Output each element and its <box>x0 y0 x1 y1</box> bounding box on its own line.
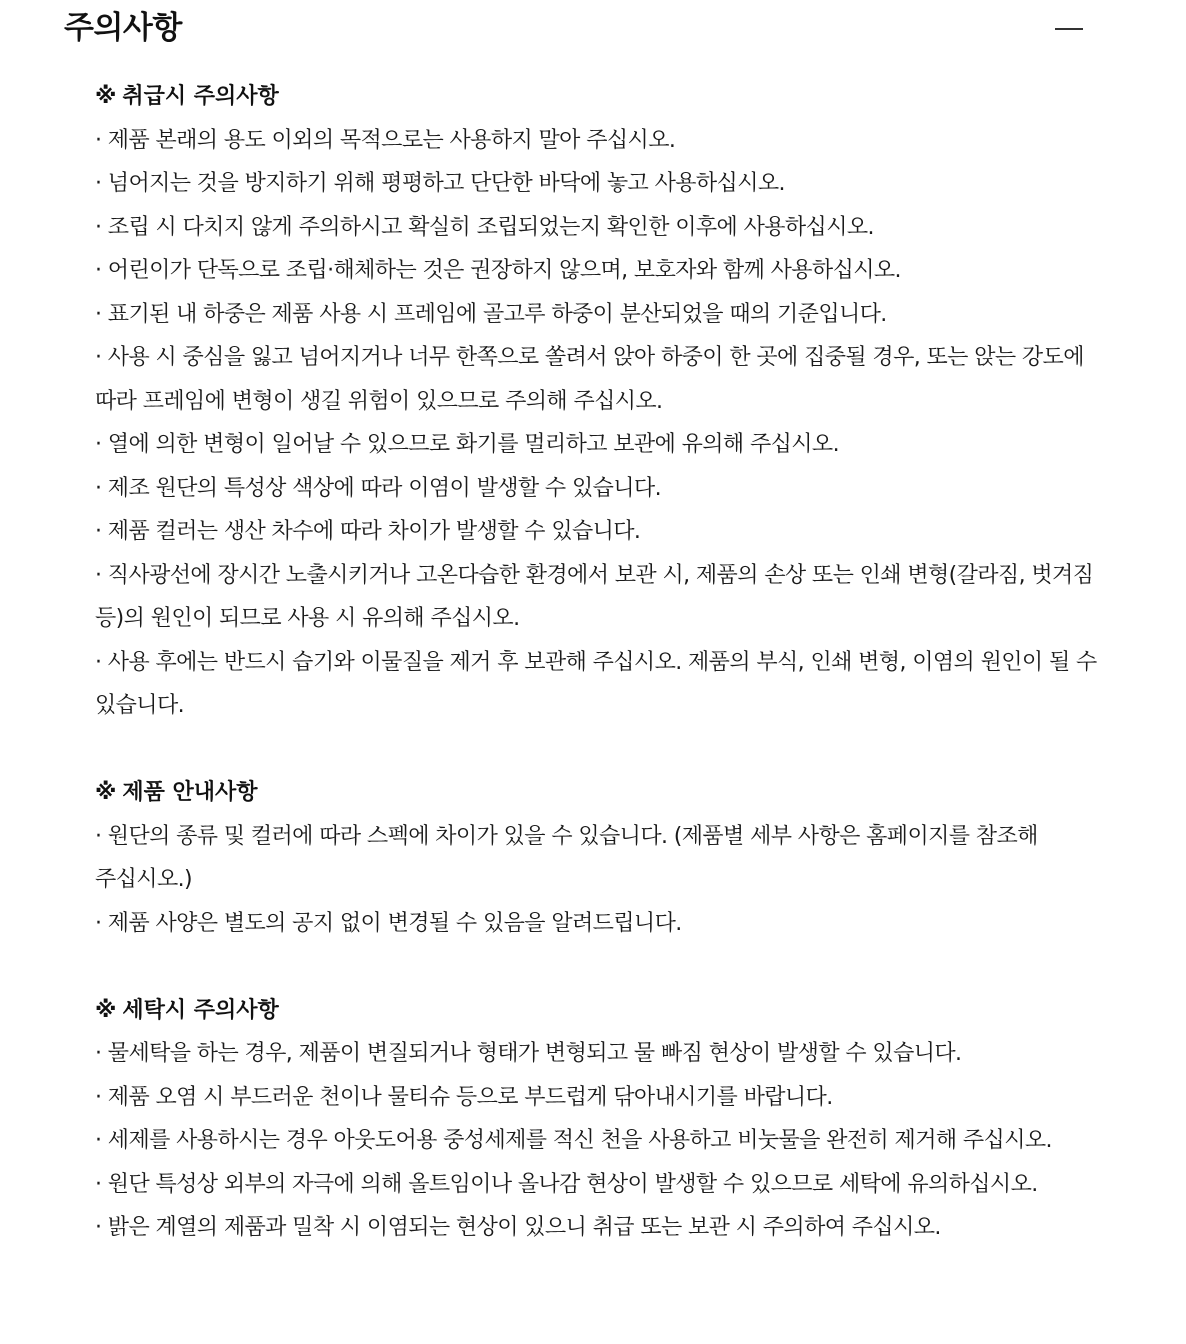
reference-mark: ※ <box>95 780 117 805</box>
collapse-button[interactable] <box>1048 10 1090 46</box>
list-item: · 원단의 종류 및 컬러에 따라 스펙에 차이가 있을 수 있습니다. (제품별 세부 사항은 홈페이지를 참조해 주십시오.) <box>95 823 1038 892</box>
section-heading-label: 취급시 주의사항 <box>122 84 279 109</box>
accordion-header[interactable] <box>0 0 1186 58</box>
panel-title: 주의사항 <box>64 10 182 46</box>
list-item: · 밝은 계열의 제품과 밀착 시 이염되는 현상이 있으니 취급 또는 보관 시 주의하여 주십시오. <box>95 1215 941 1240</box>
list-item: · 제품 본래의 용도 이외의 목적으로는 사용하지 말아 주십시오. <box>95 127 676 153</box>
list-item: · 직사광선에 장시간 노출시키거나 고온다습한 환경에서 보관 시, 제품의 손상 또는 인쇄 변형(갈라짐, 벗겨짐 등)의 원인이 되므로 사용 시 유의해 주십시오. <box>95 562 1094 631</box>
list-item: · 제조 원단의 특성상 색상에 따라 이염이 발생할 수 있습니다. <box>95 475 661 501</box>
minus-icon <box>1055 28 1083 30</box>
list-item: · 열에 의한 변형이 일어날 수 있으므로 화기를 멀리하고 보관에 유의해 주십시오. <box>95 432 839 457</box>
section-product-info <box>95 771 1125 945</box>
list-item: · 사용 후에는 반드시 습기와 이물질을 제거 후 보관해 주십시오. 제품의 부식, 인쇄 변형, 이염의 원인이 될 수 있습니다. <box>95 649 1097 718</box>
info-list <box>95 815 1125 946</box>
section-washing-precautions <box>95 989 1125 1250</box>
section-heading <box>95 75 1125 119</box>
list-item: · 넘어지는 것을 방지하기 위해 평평하고 단단한 바닥에 놓고 사용하십시오. <box>95 171 785 196</box>
list-item: · 표기된 내 하중은 제품 사용 시 프레임에 골고루 하중이 분산되었을 때의 기준입니다. <box>95 301 887 327</box>
list-item: · 세제를 사용하시는 경우 아웃도어용 중성세제를 적신 천을 사용하고 비눗물을 완전히 제거해 주십시오. <box>95 1128 1052 1153</box>
list-item: · 제품 오염 시 부드러운 천이나 물티슈 등으로 부드럽게 닦아내시기를 바랍니다. <box>95 1084 833 1110</box>
list-item: · 사용 시 중심을 잃고 넘어지거나 너무 한쪽으로 쏠려서 앉아 하중이 한 곳에 집중될 경우, 또는 앉는 강도에 따라 프레임에 변형이 생길 위험이 있으므로 주의해 주십시오. <box>95 345 1084 414</box>
reference-mark: ※ <box>95 84 117 109</box>
section-heading-label: 제품 안내사항 <box>122 780 258 805</box>
list-item: · 제품 사양은 별도의 공지 없이 변경될 수 있음을 알려드립니다. <box>95 910 682 936</box>
list-item: · 조립 시 다치지 않게 주의하시고 확실히 조립되었는지 확인한 이후에 사용하십시오. <box>95 214 874 240</box>
list-item: · 제품 컬러는 생산 차수에 따라 차이가 발생할 수 있습니다. <box>95 519 641 544</box>
precaution-list <box>95 119 1125 728</box>
list-item: · 물세탁을 하는 경우, 제품이 변질되거나 형태가 변형되고 물 빠짐 현상이 발생할 수 있습니다. <box>95 1041 962 1066</box>
reference-mark: ※ <box>95 997 117 1023</box>
section-heading-label: 세탁시 주의사항 <box>122 997 279 1023</box>
accordion-content <box>95 75 1125 1250</box>
list-item: · 어린이가 단독으로 조립·해체하는 것은 권장하지 않으며, 보호자와 함께 사용하십시오. <box>95 258 901 283</box>
washing-list <box>95 1032 1125 1250</box>
section-handling-precautions <box>95 75 1125 728</box>
list-item: · 원단 특성상 외부의 자극에 의해 올트임이나 올나감 현상이 발생할 수 있으므로 세탁에 유의하십시오. <box>95 1171 1038 1197</box>
section-heading <box>95 771 1125 815</box>
section-heading <box>95 989 1125 1033</box>
